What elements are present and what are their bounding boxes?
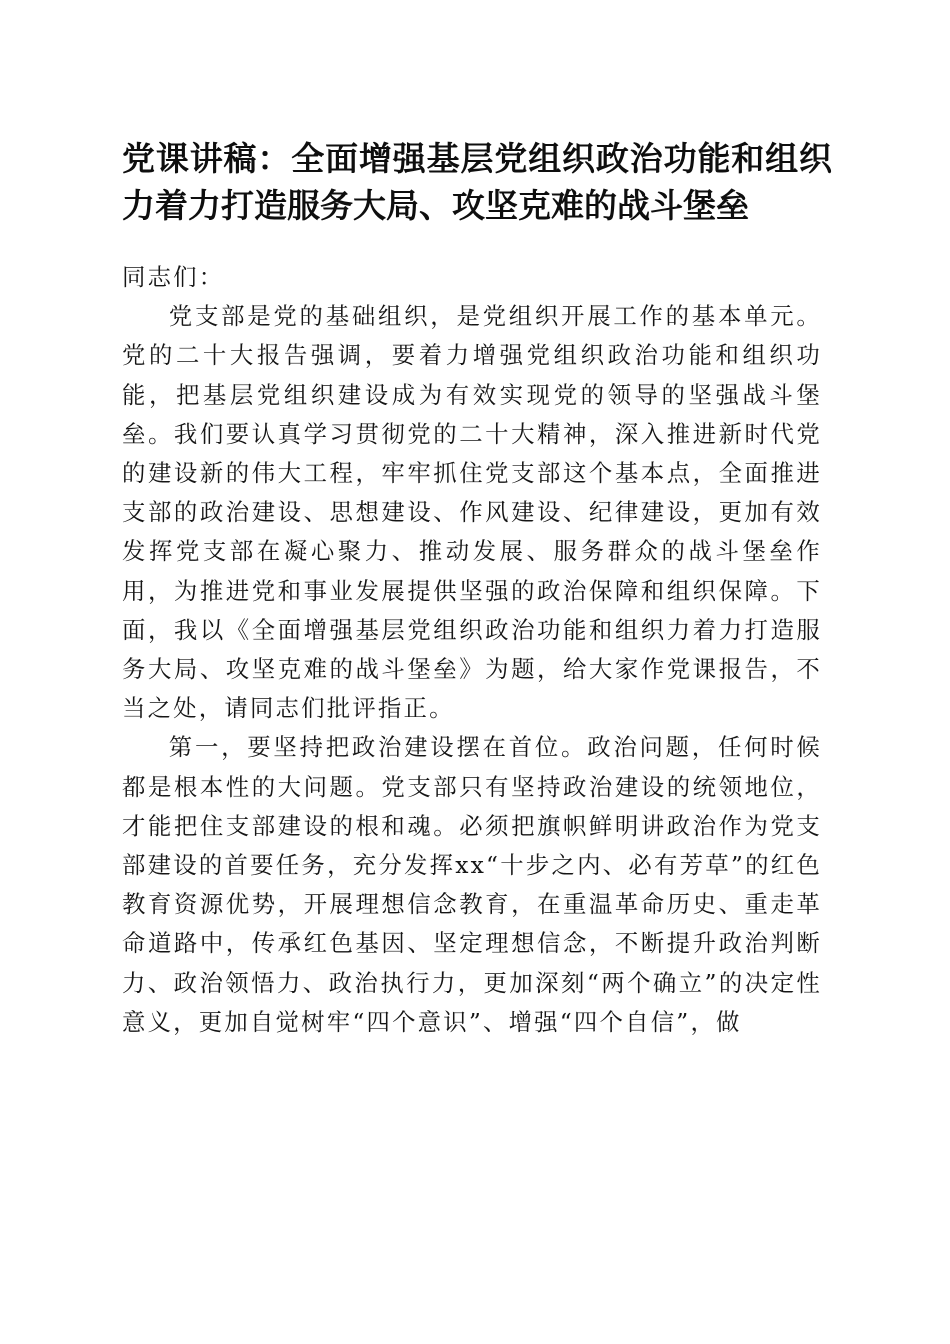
document-title: 党课讲稿：全面增强基层党组织政治功能和组织力着力打造服务大局、攻坚克难的战斗堡垒 — [122, 139, 832, 225]
paragraph-first-point: 第一，要坚持把政治建设摆在首位。政治问题，任何时候都是根本性的大问题。党支部只有坚持政治建设的统领地位，才能把住支部建设的根和魂。必须把旗帜鲜明讲政治作为党支部建设的首要任务，充分发挥xx“十步之内、必有芳草”的红色教育资源优势，开展理想信念教育，在重温革命历史、重走革命道路中，传承红色基因、坚定理想信念，不断提升政治判断力、政治领悟力、政治执行力，更加深刻“两个确立”的决定性意义，更加自觉树牢“四个意识”、增强“四个自信”，做 — [122, 733, 822, 1036]
document-body — [122, 258, 822, 1042]
salutation: 同志们： — [122, 263, 225, 291]
paragraph-intro: 党支部是党的基础组织，是党组织开展工作的基本单元。党的二十大报告强调，要着力增强党组织政治功能和组织功能，把基层党组织建设成为有效实现党的领导的坚强战斗堡垒。我们要认真学习贯彻党的二十大精神，深入推进新时代党的建设新的伟大工程，牢牢抓住党支部这个基本点，全面推进支部的政治建设、思想建设、作风建设、纪律建设，更加有效发挥党支部在凝心聚力、推动发展、服务群众的战斗堡垒作用，为推进党和事业发展提供坚强的政治保障和组织保障。下面，我以《全面增强基层党组织政治功能和组织力着力打造服务大局、攻坚克难的战斗堡垒》为题，给大家作党课报告，不当之处，请同志们批评指正。 — [122, 302, 822, 723]
